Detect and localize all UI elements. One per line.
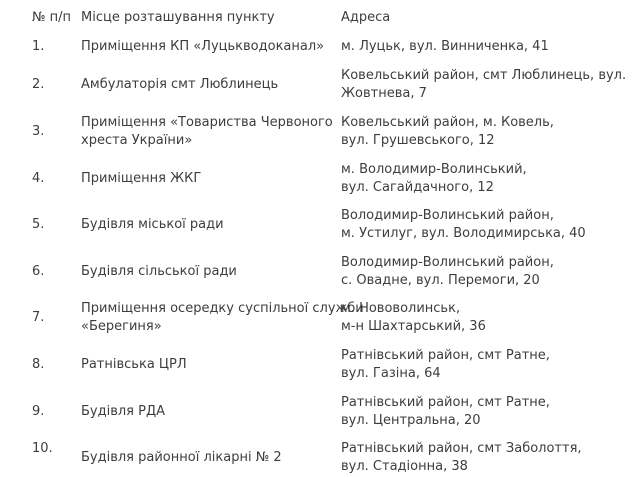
row-address: Володимир-Волинський район, с. Овадне, вул. Перемоги, 20 (341, 255, 554, 288)
row-address: Ратнівський район, смт Заболоття, вул. Стадіонна, 38 (341, 441, 582, 474)
table-row (0, 37, 640, 57)
row-number: 9. (32, 404, 45, 419)
row-number: 1. (32, 39, 45, 54)
header-place: Місце розташування пункту (81, 10, 275, 25)
row-address: м. Володимир-Волинський, вул. Сагайдачного, 12 (341, 162, 527, 195)
row-place: Будівля міської ради (81, 217, 224, 232)
row-place: Приміщення осередку суспільної служби «Берегиня» (81, 301, 364, 334)
row-address: Володимир-Волинський район, м. Устилуг, вул. Володимирська, 40 (341, 208, 586, 241)
table-row (0, 439, 640, 477)
row-address: Ратнівський район, смт Ратне, вул. Центральна, 20 (341, 395, 550, 428)
row-place: Будівля РДА (81, 404, 166, 419)
header-address: Адреса (341, 10, 391, 25)
table-row (0, 206, 640, 244)
table-header (0, 8, 640, 28)
row-number: 3. (32, 124, 45, 139)
row-place: Амбулаторія смт Люблинець (81, 77, 279, 92)
row-place: Приміщення ЖКГ (81, 171, 202, 186)
table-row (0, 66, 640, 104)
row-address: Ковельський район, смт Люблинець, вул. Жовтнева, 7 (341, 68, 627, 101)
row-address: Ковельський район, м. Ковель, вул. Грушевського, 12 (341, 115, 554, 148)
row-number: 5. (32, 217, 45, 232)
row-place: Ратнівська ЦРЛ (81, 357, 187, 372)
row-number: 7. (32, 310, 45, 325)
row-address: Ратнівський район, смт Ратне, вул. Газіна, 64 (341, 348, 550, 381)
row-place: Будівля районної лікарні № 2 (81, 450, 282, 465)
row-place: Приміщення «Товариства Червоного хреста України» (81, 115, 333, 148)
row-number: 2. (32, 77, 45, 92)
table-row (0, 253, 640, 291)
table-row (0, 346, 640, 384)
table-row (0, 393, 640, 431)
row-number: 4. (32, 171, 45, 186)
row-number: 8. (32, 357, 45, 372)
row-place: Приміщення КП «Луцькводоканал» (81, 39, 325, 54)
row-number: 10. (32, 441, 53, 456)
row-address: м. Нововолинськ, м-н Шахтарський, 36 (341, 301, 486, 334)
table-row (0, 299, 640, 337)
header-number: № п/п (32, 10, 72, 25)
row-place: Будівля сільської ради (81, 264, 237, 279)
row-address: м. Луцьк, вул. Винниченка, 41 (341, 39, 549, 54)
table-row (0, 113, 640, 151)
row-number: 6. (32, 264, 45, 279)
table-row (0, 160, 640, 198)
